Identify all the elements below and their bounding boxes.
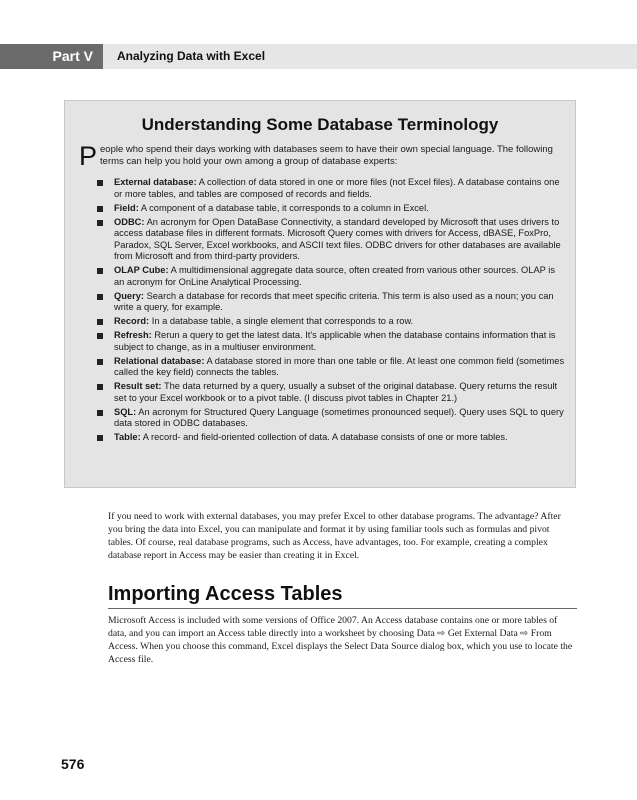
body-paragraph-1: If you need to work with external databases, you may prefer Excel to other database programs. The advantage? After you bring the data into Excel, you can manipulate and format it by using familiar tools such as formulas and pivot tables. Of course, real database programs, such as Access, have advantages, too. For example, creating a complex database report in Access may be easier than creating it in Excel.: [108, 511, 561, 561]
term-definition: A database stored in more than one table or file. At least one common field (sometimes called the key field) connects the tables.: [114, 355, 565, 377]
term-list: [97, 177, 565, 446]
term-definition: Search a database for records that meet specific criteria. This term is also used as a noun; you can write a query, for example.: [114, 290, 554, 312]
bullet-icon: [97, 435, 103, 441]
bullet-icon: [97, 359, 103, 365]
term-name: Field:: [114, 202, 139, 213]
term-name: Result set:: [114, 381, 162, 391]
term-name: Query:: [114, 290, 144, 301]
list-item: [97, 432, 565, 444]
bullet-icon: [97, 294, 103, 300]
running-header: [0, 44, 637, 69]
bullet-icon: [97, 410, 103, 416]
bullet-icon: [97, 180, 103, 186]
term-definition: A collection of data stored in one or more files (not Excel files). A database contains one or more tables, and tables are composed of records and fields.: [114, 177, 560, 199]
term-name: Record:: [114, 316, 150, 326]
term-name: OLAP Cube:: [114, 265, 169, 275]
body-paragraph-2: Microsoft Access is included with some versions of Office 2007. An Access database contains one or more tables of data, and you can import an Access table directly into a worksheet by choosing Data ⇨ Get External Data ⇨ From Access. When you choose this command, Excel displays the Select Data Source dialog box, which you use to locate the Access file.: [108, 615, 573, 665]
term-name: Relational database:: [114, 355, 205, 366]
bullet-icon: [97, 206, 103, 212]
list-item: [97, 203, 565, 215]
list-item: [97, 291, 565, 314]
term-definition: An acronym for Open DataBase Connectivity, a standard developed by Microsoft that uses drivers to access database files in different formats. Microsoft Query comes with drivers for Access, dBASE, FoxPro, Paradox, SQL Server, Excel workbooks, and ASCII text files. ODBC drivers for other databases are available from Microsoft and from third-party providers.: [114, 216, 561, 261]
term-definition: Rerun a query to get the latest data. It's applicable when the database contains information that is subject to change, as in a multiuser environment.: [114, 330, 556, 352]
term-name: Refresh:: [114, 330, 152, 340]
drop-cap: P: [79, 141, 98, 171]
list-item: [97, 407, 565, 430]
term-definition: A component of a database table, it corresponds to a column in Excel.: [140, 202, 429, 213]
list-item: [97, 177, 565, 200]
list-item: [97, 217, 565, 263]
list-item: [97, 330, 565, 353]
sidebar-title: Understanding Some Database Terminology: [141, 115, 499, 134]
intro-text: eople who spend their days working with databases seem to have their own special language. The following terms can help you hold your own among a group of database experts:: [100, 144, 553, 167]
list-item: [97, 356, 565, 379]
list-item: [97, 316, 565, 328]
term-name: Table:: [114, 432, 141, 442]
term-name: External database:: [114, 177, 197, 187]
bullet-icon: [97, 220, 103, 226]
part-label: Part V: [0, 44, 103, 69]
page-number: 576: [61, 756, 85, 772]
term-definition: A multidimensional aggregate data source, often created from various other sources. OLAP is an acronym for OnLine Analytical Processing.: [114, 265, 555, 287]
term-definition: The data returned by a query, usually a subset of the original database. Query returns the result set to your Excel workbook or to a pivot table. (I discuss pivot tables in Chapter 21.): [114, 381, 558, 403]
term-name: ODBC:: [114, 216, 145, 227]
terminology-sidebar: [64, 100, 576, 488]
term-name: SQL:: [114, 406, 137, 417]
bullet-icon: [97, 333, 103, 339]
bullet-icon: [97, 319, 103, 325]
bullet-icon: [97, 268, 103, 274]
bullet-icon: [97, 384, 103, 390]
term-definition: In a database table, a single element that corresponds to a row.: [151, 316, 414, 326]
list-item: [97, 265, 565, 288]
sidebar-intro: [79, 141, 567, 171]
section-heading: Importing Access Tables: [108, 583, 577, 609]
list-item: [97, 381, 565, 404]
chapter-title: Analyzing Data with Excel: [117, 49, 266, 63]
term-definition: An acronym for Structured Query Language (sometimes pronounced sequel). Query uses SQL to query data stored in ODBC databases.: [114, 406, 564, 428]
term-definition: A record- and field-oriented collection of data. A database consists of one or more tables.: [142, 432, 508, 442]
